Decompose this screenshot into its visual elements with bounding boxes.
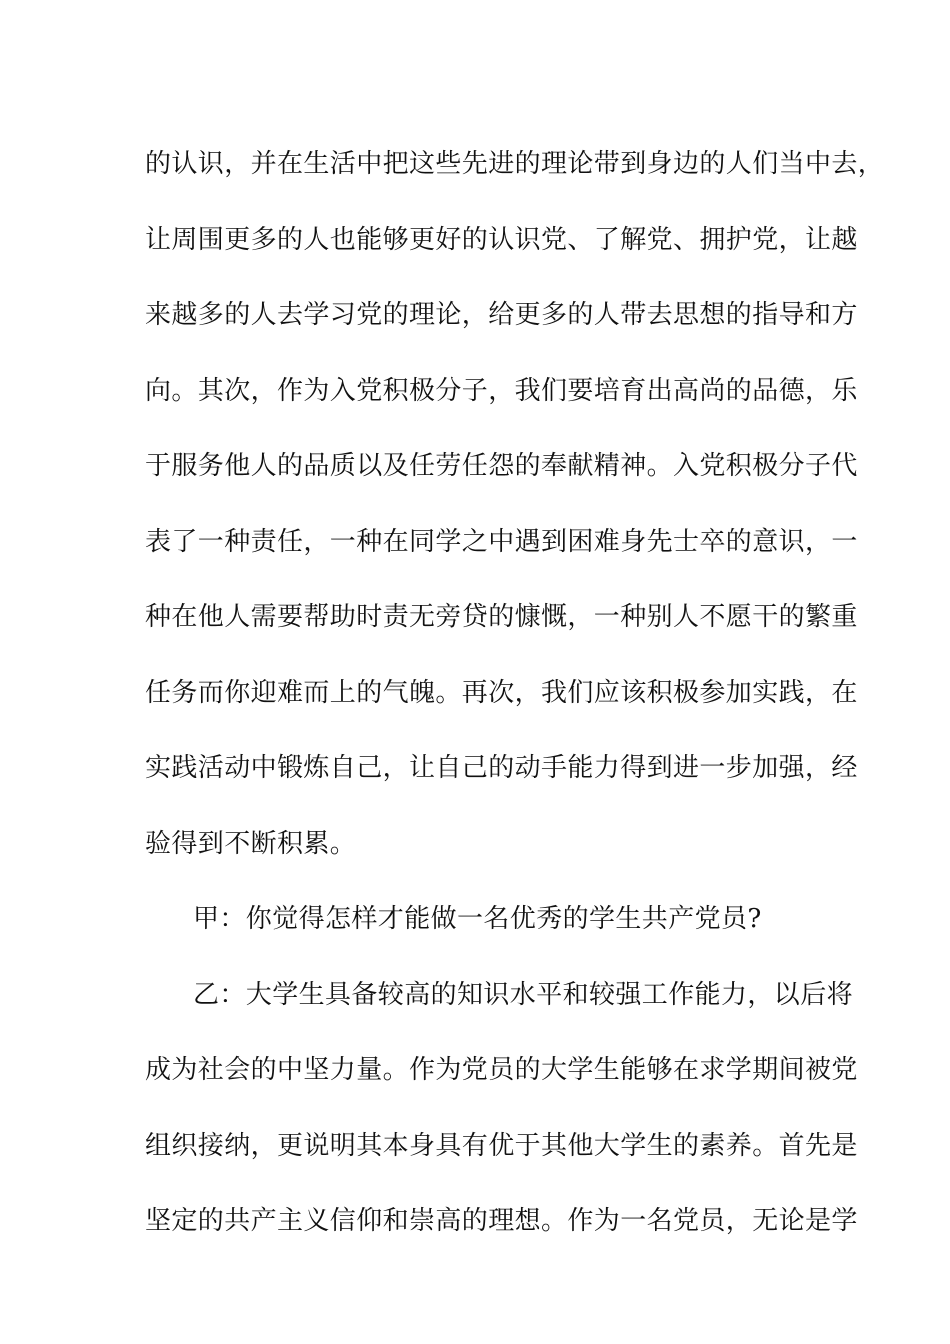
- body-line: 表了一种责任，一种在同学之中遇到困难身先士卒的意识，一: [145, 526, 858, 557]
- body-line: 种在他人需要帮助时责无旁贷的慷慨，一种别人不愿干的繁重: [145, 602, 858, 632]
- body-line: 坚定的共产主义信仰和崇高的理想。作为一名党员，无论是学: [145, 1206, 858, 1236]
- body-line: 来越多的人去学习党的理论，给更多的人带去思想的指导和方: [145, 300, 858, 330]
- body-line: 的认识，并在生活中把这些先进的理论带到身边的人们当中去，: [145, 149, 885, 179]
- body-line: 成为社会的中坚力量。作为党员的大学生能够在求学期间被党: [145, 1055, 858, 1085]
- body-line: 向。其次，作为入党积极分子，我们要培育出高尚的品德，乐: [145, 375, 858, 406]
- body-line: 组织接纳，更说明其本身具有优于其他大学生的素养。首先是: [145, 1130, 858, 1161]
- dialogue-question: 甲：你觉得怎样才能做一名优秀的学生共产党员?: [193, 904, 762, 934]
- body-line: 验得到不断积累。: [145, 828, 357, 859]
- body-line: 于服务他人的品质以及任劳任怨的奉献精神。入党积极分子代: [145, 451, 858, 481]
- body-line: 任务而你迎难而上的气魄。再次，我们应该积极参加实践，在: [145, 677, 858, 708]
- body-line: 实践活动中锻炼自己，让自己的动手能力得到进一步加强，经: [145, 753, 858, 783]
- document-body: [145, 127, 885, 1260]
- body-line: 让周围更多的人也能够更好的认识党、了解党、拥护党，让越: [145, 224, 858, 255]
- dialogue-answer: 乙：大学生具备较高的知识水平和较强工作能力，以后将: [193, 979, 854, 1010]
